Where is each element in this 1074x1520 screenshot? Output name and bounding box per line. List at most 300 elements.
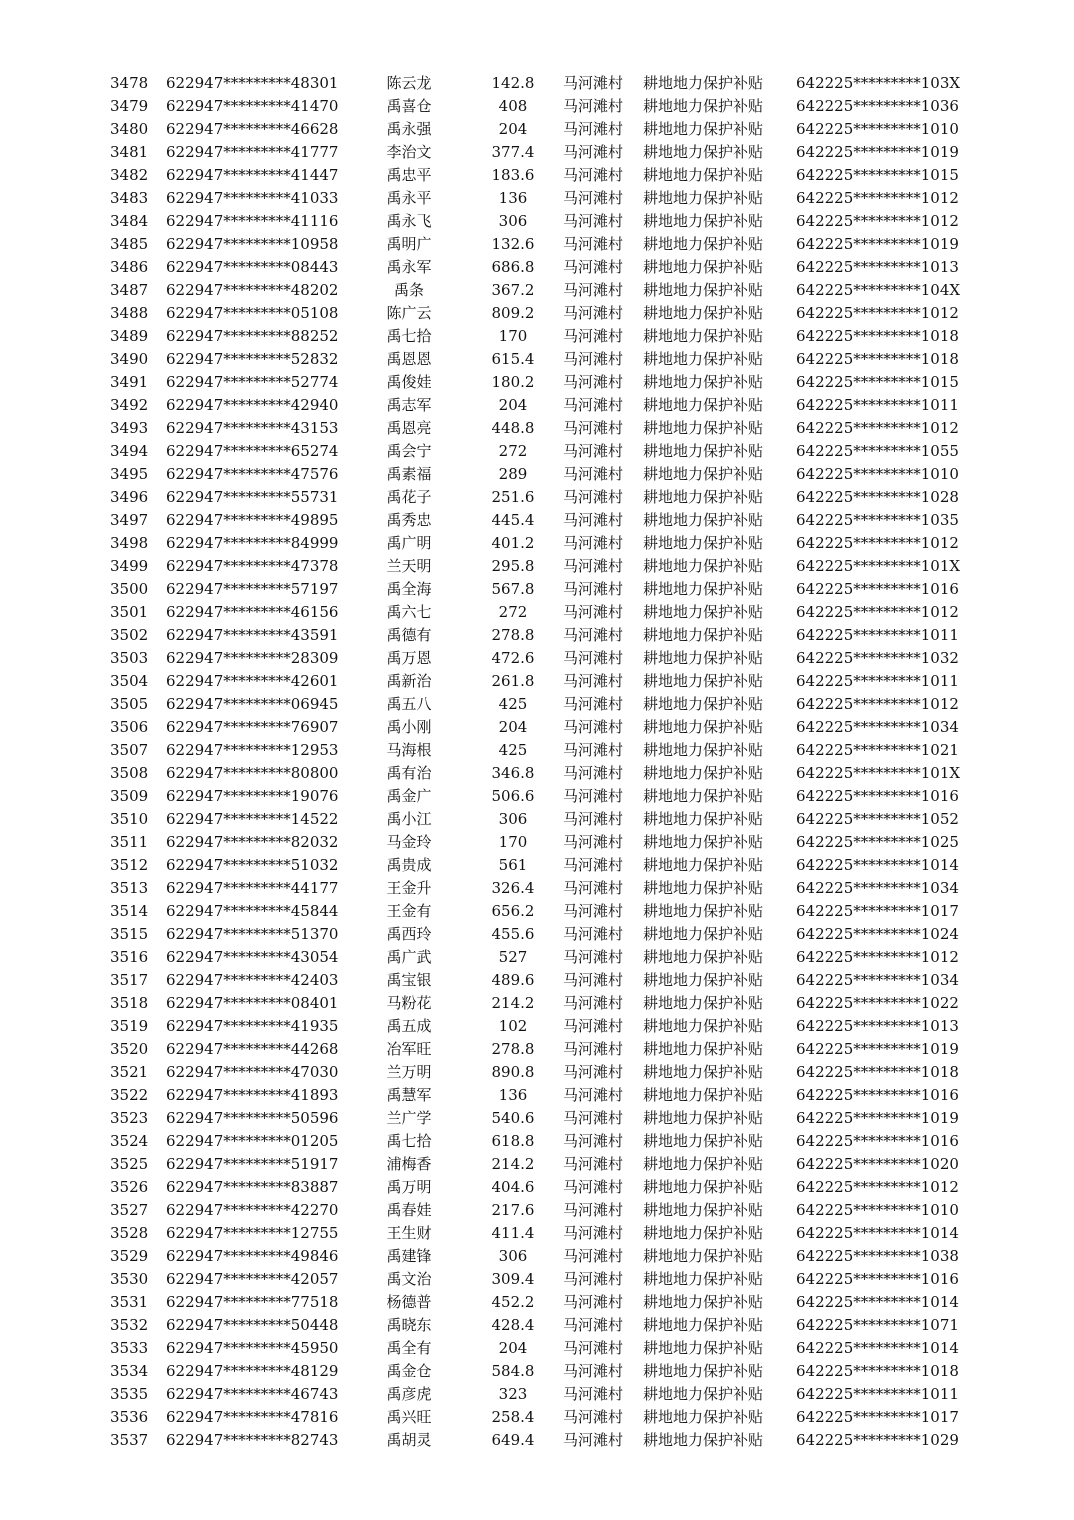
row-number: 3507 [110,741,149,759]
subsidy-amount: 489.6 [491,971,535,989]
row-number: 3513 [110,879,149,897]
subsidy-type: 耕地地力保护补贴 [643,902,764,920]
account-number: 622947*********42057 [166,1270,339,1288]
subsidy-amount: 890.8 [491,1063,535,1081]
person-name: 禹金仓 [386,1362,432,1380]
table-row [0,1314,1074,1337]
account-number: 622947*********82032 [166,833,339,851]
person-name: 禹金广 [386,787,432,805]
account-number: 622947*********76907 [166,718,339,736]
account-number: 622947*********47576 [166,465,339,483]
row-number: 3532 [110,1316,149,1334]
table-row [0,463,1074,486]
subsidy-amount: 204 [498,718,528,736]
subsidy-amount: 472.6 [491,649,535,667]
table-row [0,210,1074,233]
village-name: 马河滩村 [563,603,624,621]
id-number: 642225*********1034 [796,718,959,736]
subsidy-type: 耕地地力保护补贴 [643,672,764,690]
id-number: 642225*********1012 [796,1178,959,1196]
person-name: 浦梅香 [386,1155,432,1173]
subsidy-type: 耕地地力保护补贴 [643,74,764,92]
village-name: 马河滩村 [563,1431,624,1449]
row-number: 3498 [110,534,149,552]
subsidy-amount: 214.2 [491,1155,535,1173]
village-name: 马河滩村 [563,442,624,460]
table-row [0,187,1074,210]
subsidy-type: 耕地地力保护补贴 [643,1385,764,1403]
account-number: 622947*********46628 [166,120,339,138]
village-name: 马河滩村 [563,672,624,690]
row-number: 3501 [110,603,149,621]
table-row [0,1015,1074,1038]
subsidy-amount: 452.2 [491,1293,535,1311]
row-number: 3493 [110,419,149,437]
table-row [0,992,1074,1015]
subsidy-type: 耕地地力保护补贴 [643,718,764,736]
subsidy-type: 耕地地力保护补贴 [643,1201,764,1219]
row-number: 3526 [110,1178,149,1196]
person-name: 禹兴旺 [386,1408,432,1426]
row-number: 3511 [110,833,149,851]
village-name: 马河滩村 [563,511,624,529]
id-number: 642225*********1012 [796,603,959,621]
subsidy-amount: 309.4 [491,1270,535,1288]
row-number: 3531 [110,1293,149,1311]
subsidy-amount: 136 [498,189,528,207]
id-number: 642225*********1017 [796,1408,959,1426]
village-name: 马河滩村 [563,764,624,782]
person-name: 陈广云 [386,304,432,322]
row-number: 3502 [110,626,149,644]
person-name: 禹俊娃 [386,373,432,391]
account-number: 622947*********44268 [166,1040,339,1058]
account-number: 622947*********41033 [166,189,339,207]
account-number: 622947*********49846 [166,1247,339,1265]
table-row [0,233,1074,256]
account-number: 622947*********08443 [166,258,339,276]
person-name: 杨德普 [386,1293,432,1311]
account-number: 622947*********43054 [166,948,339,966]
village-name: 马河滩村 [563,534,624,552]
subsidy-type: 耕地地力保护补贴 [643,603,764,621]
subsidy-amount: 649.4 [491,1431,535,1449]
account-number: 622947*********52832 [166,350,339,368]
table-row [0,670,1074,693]
person-name: 李治文 [386,143,432,161]
village-name: 马河滩村 [563,1109,624,1127]
village-name: 马河滩村 [563,971,624,989]
subsidy-amount: 272 [498,603,528,621]
subsidy-amount: 170 [498,833,528,851]
village-name: 马河滩村 [563,1017,624,1035]
subsidy-amount: 136 [498,1086,528,1104]
subsidy-amount: 584.8 [491,1362,535,1380]
table-row [0,1429,1074,1452]
person-name: 禹慧军 [386,1086,432,1104]
village-name: 马河滩村 [563,1086,624,1104]
row-number: 3514 [110,902,149,920]
village-name: 马河滩村 [563,396,624,414]
account-number: 622947*********46743 [166,1385,339,1403]
id-number: 642225*********1011 [796,1385,959,1403]
table-row [0,1337,1074,1360]
village-name: 马河滩村 [563,1178,624,1196]
table-row [0,785,1074,808]
subsidy-type: 耕地地力保护补贴 [643,350,764,368]
account-number: 622947*********42601 [166,672,339,690]
subsidy-amount: 323 [498,1385,528,1403]
person-name: 禹万恩 [386,649,432,667]
subsidy-type: 耕地地力保护补贴 [643,1178,764,1196]
row-number: 3530 [110,1270,149,1288]
row-number: 3485 [110,235,149,253]
subsidy-type: 耕地地力保护补贴 [643,1293,764,1311]
account-number: 622947*********51917 [166,1155,339,1173]
subsidy-type: 耕地地力保护补贴 [643,1362,764,1380]
row-number: 3515 [110,925,149,943]
village-name: 马河滩村 [563,557,624,575]
village-name: 马河滩村 [563,626,624,644]
account-number: 622947*********48301 [166,74,339,92]
person-name: 禹春娃 [386,1201,432,1219]
id-number: 642225*********1011 [796,672,959,690]
table-row [0,969,1074,992]
subsidy-amount: 809.2 [491,304,535,322]
village-name: 马河滩村 [563,1293,624,1311]
person-name: 禹建锋 [386,1247,432,1265]
subsidy-type: 耕地地力保护补贴 [643,189,764,207]
village-name: 马河滩村 [563,787,624,805]
id-number: 642225*********1014 [796,1224,959,1242]
id-number: 642225*********1013 [796,258,959,276]
subsidy-amount: 204 [498,1339,528,1357]
row-number: 3525 [110,1155,149,1173]
village-name: 马河滩村 [563,994,624,1012]
id-number: 642225*********1010 [796,1201,959,1219]
account-number: 622947*********12755 [166,1224,339,1242]
subsidy-amount: 411.4 [491,1224,535,1242]
village-name: 马河滩村 [563,1339,624,1357]
row-number: 3478 [110,74,149,92]
subsidy-amount: 425 [498,695,528,713]
id-number: 642225*********1022 [796,994,959,1012]
id-number: 642225*********1012 [796,419,959,437]
row-number: 3491 [110,373,149,391]
village-name: 马河滩村 [563,1362,624,1380]
account-number: 622947*********42270 [166,1201,339,1219]
row-number: 3534 [110,1362,149,1380]
account-number: 622947*********10958 [166,235,339,253]
table-row [0,900,1074,923]
person-name: 禹新治 [386,672,432,690]
subsidy-amount: 278.8 [491,1040,535,1058]
subsidy-amount: 346.8 [491,764,535,782]
subsidy-type: 耕地地力保护补贴 [643,534,764,552]
id-number: 642225*********1016 [796,580,959,598]
person-name: 禹永平 [386,189,432,207]
village-name: 马河滩村 [563,189,624,207]
person-name: 禹广明 [386,534,432,552]
person-name: 禹胡灵 [386,1431,432,1449]
table-row [0,1130,1074,1153]
subsidy-type: 耕地地力保护补贴 [643,212,764,230]
id-number: 642225*********1013 [796,1017,959,1035]
subsidy-amount: 506.6 [491,787,535,805]
subsidy-amount: 295.8 [491,557,535,575]
subsidy-table [0,72,1074,1452]
id-number: 642225*********1034 [796,879,959,897]
id-number: 642225*********1016 [796,1132,959,1150]
id-number: 642225*********1018 [796,1063,959,1081]
table-row [0,164,1074,187]
row-number: 3484 [110,212,149,230]
person-name: 王金有 [386,902,432,920]
account-number: 622947*********08401 [166,994,339,1012]
table-row [0,1360,1074,1383]
village-name: 马河滩村 [563,373,624,391]
person-name: 禹万明 [386,1178,432,1196]
person-name: 禹喜仓 [386,97,432,115]
id-number: 642225*********1016 [796,1270,959,1288]
row-number: 3520 [110,1040,149,1058]
subsidy-amount: 401.2 [491,534,535,552]
row-number: 3500 [110,580,149,598]
table-row [0,1268,1074,1291]
table-row [0,1245,1074,1268]
person-name: 禹忠平 [386,166,432,184]
person-name: 禹素福 [386,465,432,483]
row-number: 3499 [110,557,149,575]
subsidy-amount: 408 [498,97,528,115]
subsidy-amount: 306 [498,1247,528,1265]
village-name: 马河滩村 [563,1063,624,1081]
row-number: 3536 [110,1408,149,1426]
account-number: 622947*********47030 [166,1063,339,1081]
account-number: 622947*********77518 [166,1293,339,1311]
village-name: 马河滩村 [563,1316,624,1334]
subsidy-amount: 306 [498,212,528,230]
subsidy-amount: 180.2 [491,373,535,391]
person-name: 兰万明 [386,1063,432,1081]
village-name: 马河滩村 [563,925,624,943]
account-number: 622947*********41470 [166,97,339,115]
row-number: 3497 [110,511,149,529]
row-number: 3516 [110,948,149,966]
person-name: 陈云龙 [386,74,432,92]
person-name: 禹晓东 [386,1316,432,1334]
subsidy-amount: 102 [498,1017,528,1035]
table-row [0,440,1074,463]
subsidy-type: 耕地地力保护补贴 [643,258,764,276]
village-name: 马河滩村 [563,741,624,759]
table-row [0,693,1074,716]
id-number: 642225*********1012 [796,189,959,207]
account-number: 622947*********47816 [166,1408,339,1426]
row-number: 3505 [110,695,149,713]
village-name: 马河滩村 [563,1132,624,1150]
row-number: 3528 [110,1224,149,1242]
id-number: 642225*********1014 [796,1293,959,1311]
subsidy-amount: 132.6 [491,235,535,253]
id-number: 642225*********104X [796,281,961,299]
subsidy-amount: 448.8 [491,419,535,437]
village-name: 马河滩村 [563,856,624,874]
row-number: 3524 [110,1132,149,1150]
table-row [0,555,1074,578]
row-number: 3535 [110,1385,149,1403]
row-number: 3487 [110,281,149,299]
id-number: 642225*********1020 [796,1155,959,1173]
subsidy-amount: 183.6 [491,166,535,184]
village-name: 马河滩村 [563,833,624,851]
row-number: 3483 [110,189,149,207]
row-number: 3481 [110,143,149,161]
subsidy-amount: 251.6 [491,488,535,506]
person-name: 禹有治 [386,764,432,782]
subsidy-amount: 289 [498,465,528,483]
account-number: 622947*********88252 [166,327,339,345]
table-row [0,325,1074,348]
account-number: 622947*********51370 [166,925,339,943]
subsidy-type: 耕地地力保护补贴 [643,948,764,966]
subsidy-type: 耕地地力保护补贴 [643,879,764,897]
account-number: 622947*********43153 [166,419,339,437]
account-number: 622947*********51032 [166,856,339,874]
account-number: 622947*********41447 [166,166,339,184]
village-name: 马河滩村 [563,327,624,345]
person-name: 王生财 [386,1224,432,1242]
account-number: 622947*********01205 [166,1132,339,1150]
person-name: 禹小刚 [386,718,432,736]
account-number: 622947*********80800 [166,764,339,782]
row-number: 3486 [110,258,149,276]
person-name: 禹宝银 [386,971,432,989]
subsidy-type: 耕地地力保护补贴 [643,304,764,322]
id-number: 642225*********1010 [796,465,959,483]
village-name: 马河滩村 [563,74,624,92]
id-number: 642225*********1035 [796,511,959,529]
id-number: 642225*********1029 [796,1431,959,1449]
subsidy-amount: 618.8 [491,1132,535,1150]
subsidy-type: 耕地地力保护补贴 [643,281,764,299]
subsidy-amount: 615.4 [491,350,535,368]
village-name: 马河滩村 [563,304,624,322]
subsidy-type: 耕地地力保护补贴 [643,764,764,782]
account-number: 622947*********41116 [166,212,339,230]
id-number: 642225*********1019 [796,235,959,253]
table-row [0,1383,1074,1406]
village-name: 马河滩村 [563,580,624,598]
id-number: 642225*********1071 [796,1316,959,1334]
row-number: 3482 [110,166,149,184]
subsidy-amount: 367.2 [491,281,535,299]
subsidy-amount: 261.8 [491,672,535,690]
id-number: 642225*********1011 [796,626,959,644]
subsidy-amount: 527 [498,948,528,966]
account-number: 622947*********49895 [166,511,339,529]
subsidy-type: 耕地地力保护补贴 [643,1224,764,1242]
subsidy-amount: 561 [498,856,528,874]
account-number: 622947*********57197 [166,580,339,598]
row-number: 3527 [110,1201,149,1219]
subsidy-type: 耕地地力保护补贴 [643,1086,764,1104]
village-name: 马河滩村 [563,212,624,230]
table-row [0,486,1074,509]
village-name: 马河滩村 [563,488,624,506]
account-number: 622947*********28309 [166,649,339,667]
account-number: 622947*********52774 [166,373,339,391]
row-number: 3518 [110,994,149,1012]
table-row [0,509,1074,532]
table-row [0,1406,1074,1429]
village-name: 马河滩村 [563,948,624,966]
table-row [0,1084,1074,1107]
subsidy-amount: 214.2 [491,994,535,1012]
account-number: 622947*********44177 [166,879,339,897]
village-name: 马河滩村 [563,419,624,437]
subsidy-type: 耕地地力保护补贴 [643,143,764,161]
row-number: 3537 [110,1431,149,1449]
account-number: 622947*********50596 [166,1109,339,1127]
row-number: 3480 [110,120,149,138]
subsidy-amount: 170 [498,327,528,345]
id-number: 642225*********1018 [796,327,959,345]
person-name: 禹六七 [386,603,432,621]
subsidy-type: 耕地地力保护补贴 [643,1408,764,1426]
subsidy-type: 耕地地力保护补贴 [643,511,764,529]
row-number: 3479 [110,97,149,115]
person-name: 禹会宁 [386,442,432,460]
id-number: 642225*********1038 [796,1247,959,1265]
id-number: 642225*********1052 [796,810,959,828]
account-number: 622947*********55731 [166,488,339,506]
id-number: 642225*********1012 [796,948,959,966]
subsidy-type: 耕地地力保护补贴 [643,580,764,598]
subsidy-type: 耕地地力保护补贴 [643,373,764,391]
subsidy-amount: 272 [498,442,528,460]
person-name: 禹全海 [386,580,432,598]
subsidy-type: 耕地地力保护补贴 [643,1063,764,1081]
person-name: 禹小江 [386,810,432,828]
id-number: 642225*********101X [796,764,961,782]
subsidy-amount: 377.4 [491,143,535,161]
subsidy-amount: 278.8 [491,626,535,644]
subsidy-amount: 306 [498,810,528,828]
account-number: 622947*********14522 [166,810,339,828]
table-row [0,716,1074,739]
village-name: 马河滩村 [563,143,624,161]
account-number: 622947*********45950 [166,1339,339,1357]
person-name: 禹文治 [386,1270,432,1288]
subsidy-amount: 540.6 [491,1109,535,1127]
table-row [0,1153,1074,1176]
account-number: 622947*********42403 [166,971,339,989]
account-number: 622947*********48129 [166,1362,339,1380]
id-number: 642225*********1016 [796,787,959,805]
account-number: 622947*********12953 [166,741,339,759]
subsidy-type: 耕地地力保护补贴 [643,741,764,759]
person-name: 兰广学 [386,1109,432,1127]
id-number: 642225*********1014 [796,1339,959,1357]
village-name: 马河滩村 [563,1385,624,1403]
id-number: 642225*********1019 [796,143,959,161]
row-number: 3509 [110,787,149,805]
id-number: 642225*********1018 [796,1362,959,1380]
subsidy-type: 耕地地力保护补贴 [643,994,764,1012]
village-name: 马河滩村 [563,695,624,713]
subsidy-amount: 428.4 [491,1316,535,1334]
